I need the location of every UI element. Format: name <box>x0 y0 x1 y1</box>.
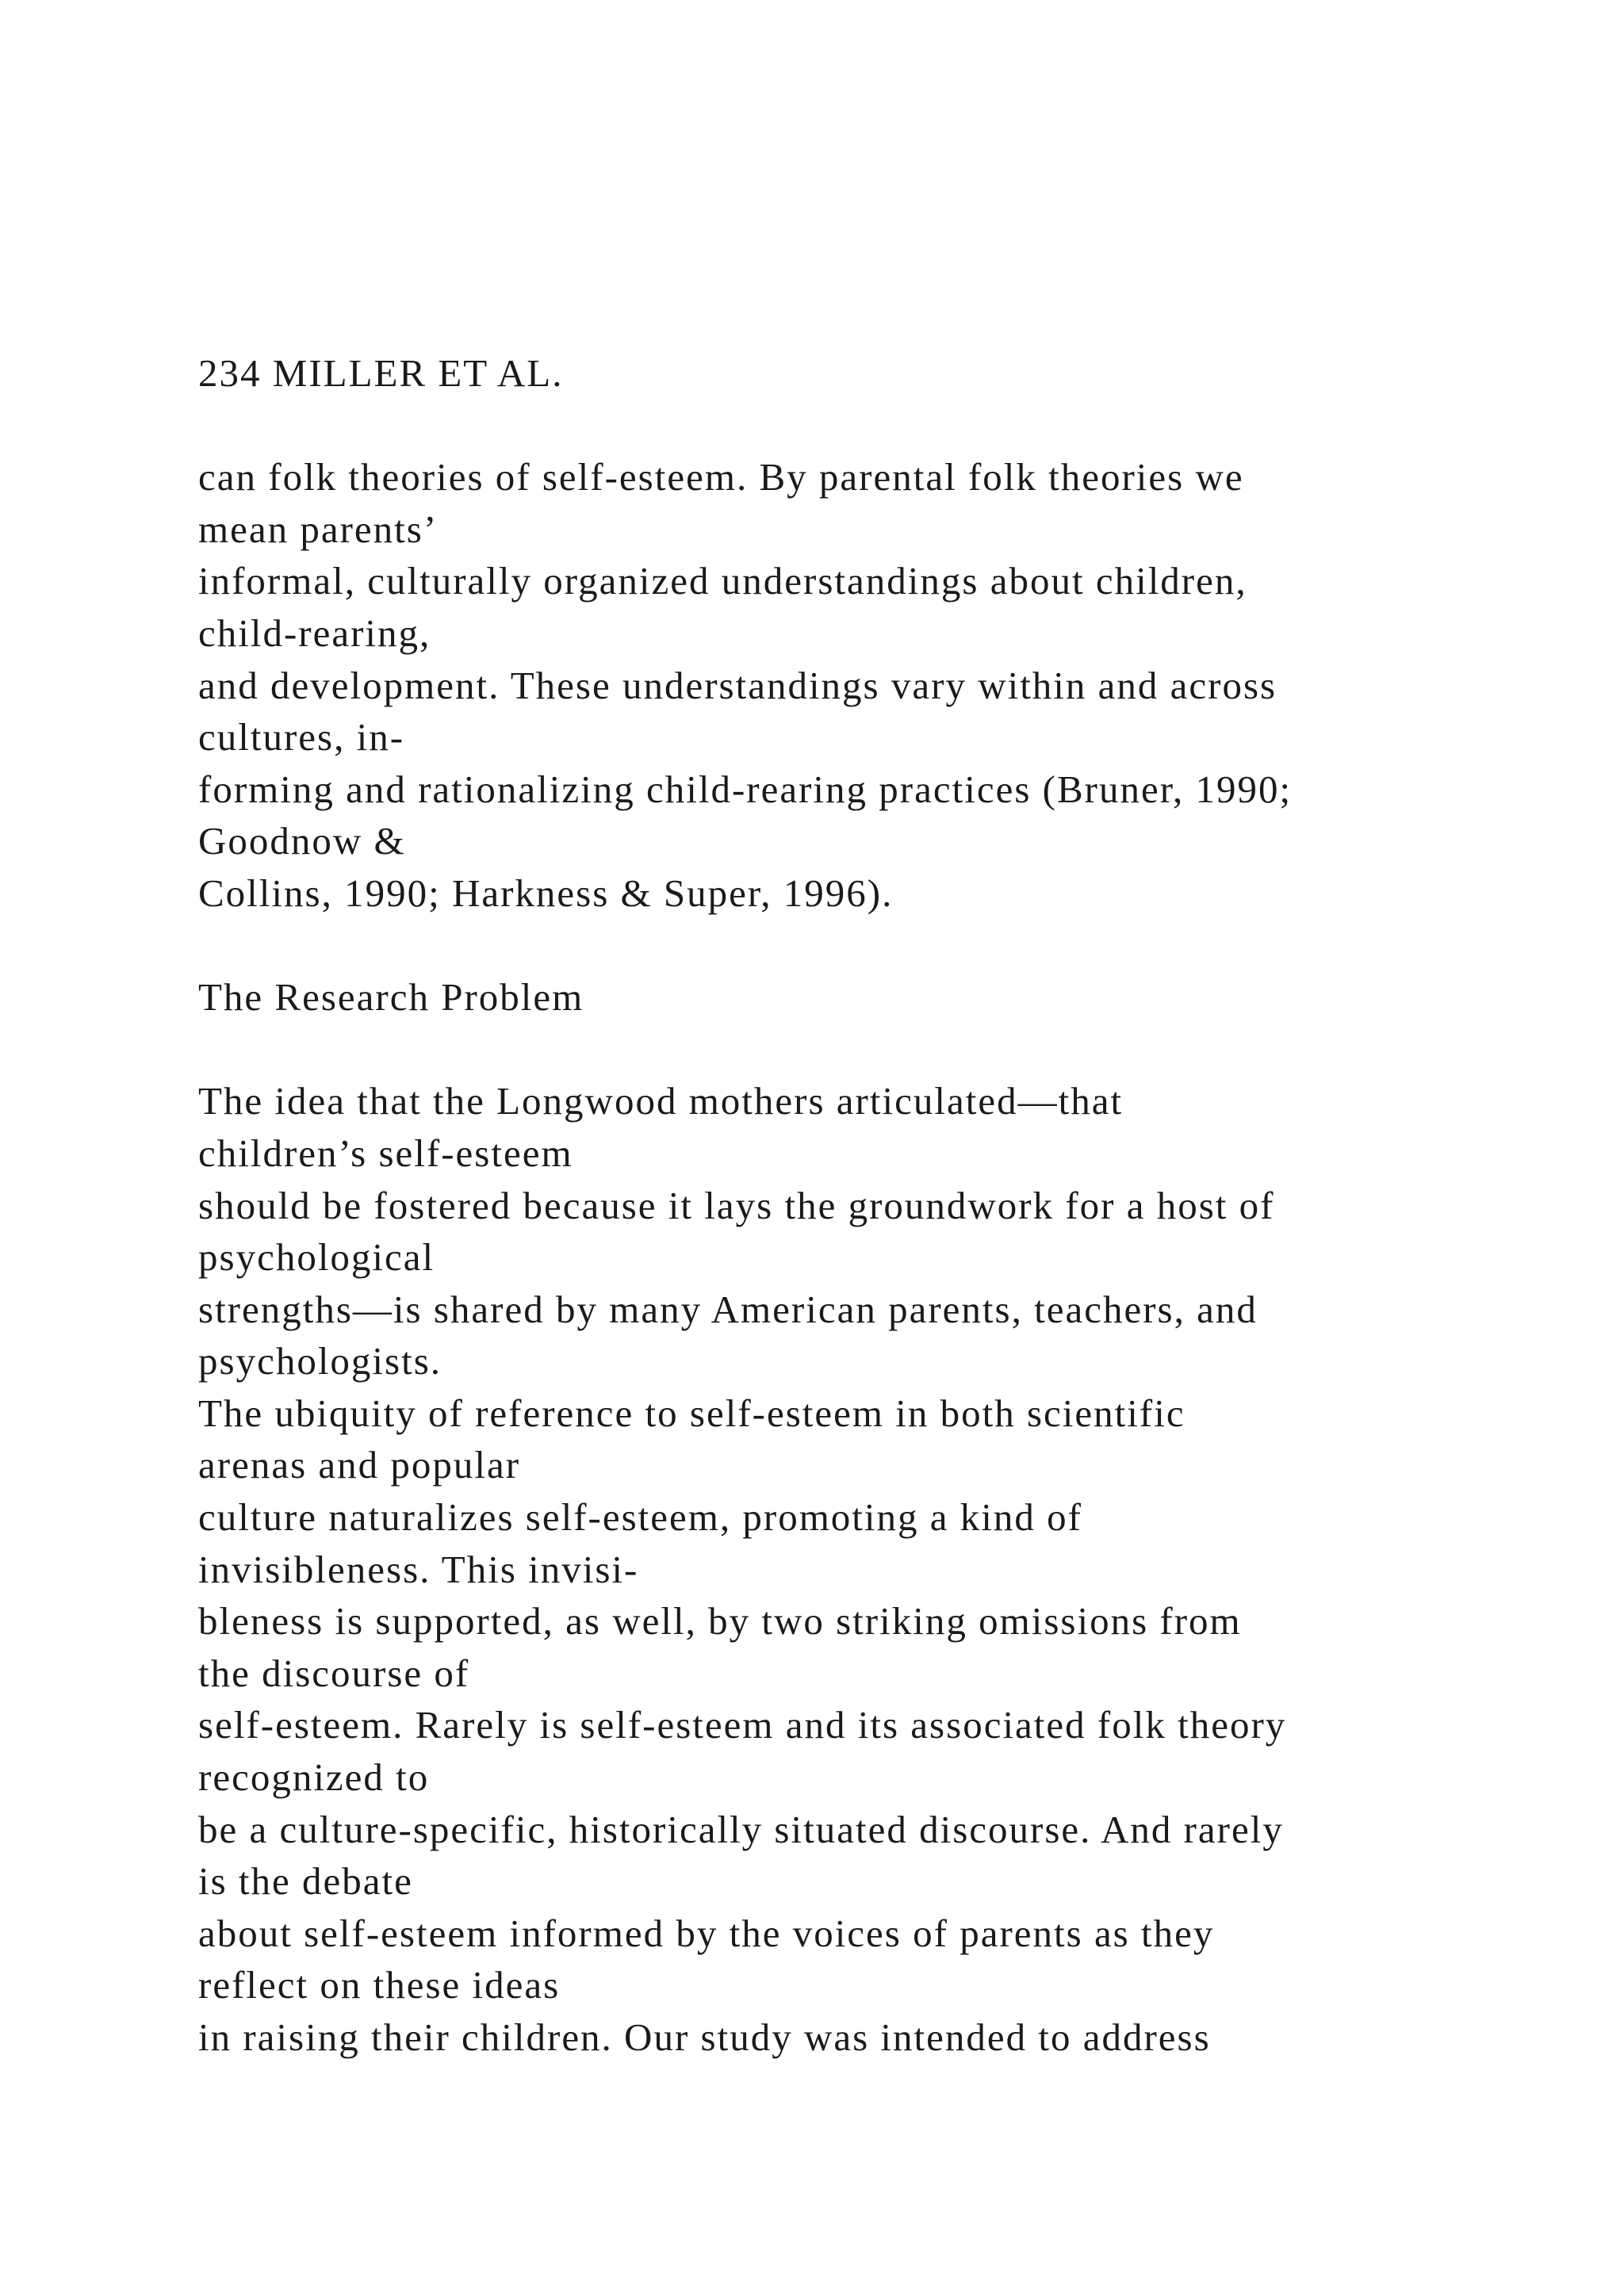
text-line: strengths—is shared by many American parents, teachers, and <box>198 1287 1258 1331</box>
text-line: and development. These understandings vary within and across <box>198 663 1277 707</box>
text-line: can folk theories of self-esteem. By parental folk theories we <box>198 455 1244 499</box>
text-line: self-esteem. Rarely is self-esteem and its associated folk theory <box>198 1703 1287 1747</box>
text-line: invisibleness. This invisi- <box>198 1547 639 1591</box>
text-line: in raising their children. Our study was intended to address <box>198 2015 1211 2059</box>
text-line: about self-esteem informed by the voices of parents as they <box>198 1911 1215 1955</box>
text-line: informal, culturally organized understandings about children, <box>198 559 1247 603</box>
spacer <box>198 1024 1546 1076</box>
running-header: 234 MILLER ET AL. <box>198 351 564 395</box>
text-line: mean parents’ <box>198 507 439 551</box>
document-page <box>198 347 1546 2064</box>
text-line: cultures, in- <box>198 715 405 760</box>
text-line: psychologists. <box>198 1339 442 1383</box>
text-line: children’s self-esteem <box>198 1131 573 1175</box>
text-line: Goodnow & <box>198 819 406 863</box>
spacer <box>198 400 1546 452</box>
text-line: arenas and popular <box>198 1443 521 1487</box>
text-line: psychological <box>198 1235 435 1280</box>
paragraph-research-problem <box>198 1075 1546 2063</box>
paragraph-folk-theories <box>198 451 1546 919</box>
section-heading: The Research Problem <box>198 975 584 1020</box>
text-line: the discourse of <box>198 1651 470 1695</box>
text-line: The ubiquity of reference to self-esteem in both scientific <box>198 1391 1185 1435</box>
text-line: reflect on these ideas <box>198 1963 561 2007</box>
spacer <box>198 920 1546 972</box>
text-line: recognized to <box>198 1755 430 1800</box>
text-line: be a culture-specific, historically situated discourse. And rarely <box>198 1807 1284 1851</box>
text-line: child-rearing, <box>198 610 431 655</box>
text-line: is the debate <box>198 1859 413 1904</box>
text-line: Collins, 1990; Harkness & Super, 1996). <box>198 871 894 915</box>
text-line: The idea that the Longwood mothers articulated—that <box>198 1079 1124 1123</box>
text-line: should be fostered because it lays the groundwork for a host of <box>198 1183 1275 1227</box>
text-line: forming and rationalizing child-rearing practices (Bruner, 1990; <box>198 767 1293 811</box>
text-line: bleness is supported, as well, by two striking omissions from <box>198 1599 1242 1644</box>
text-line: culture naturalizes self-esteem, promoting a kind of <box>198 1495 1082 1540</box>
